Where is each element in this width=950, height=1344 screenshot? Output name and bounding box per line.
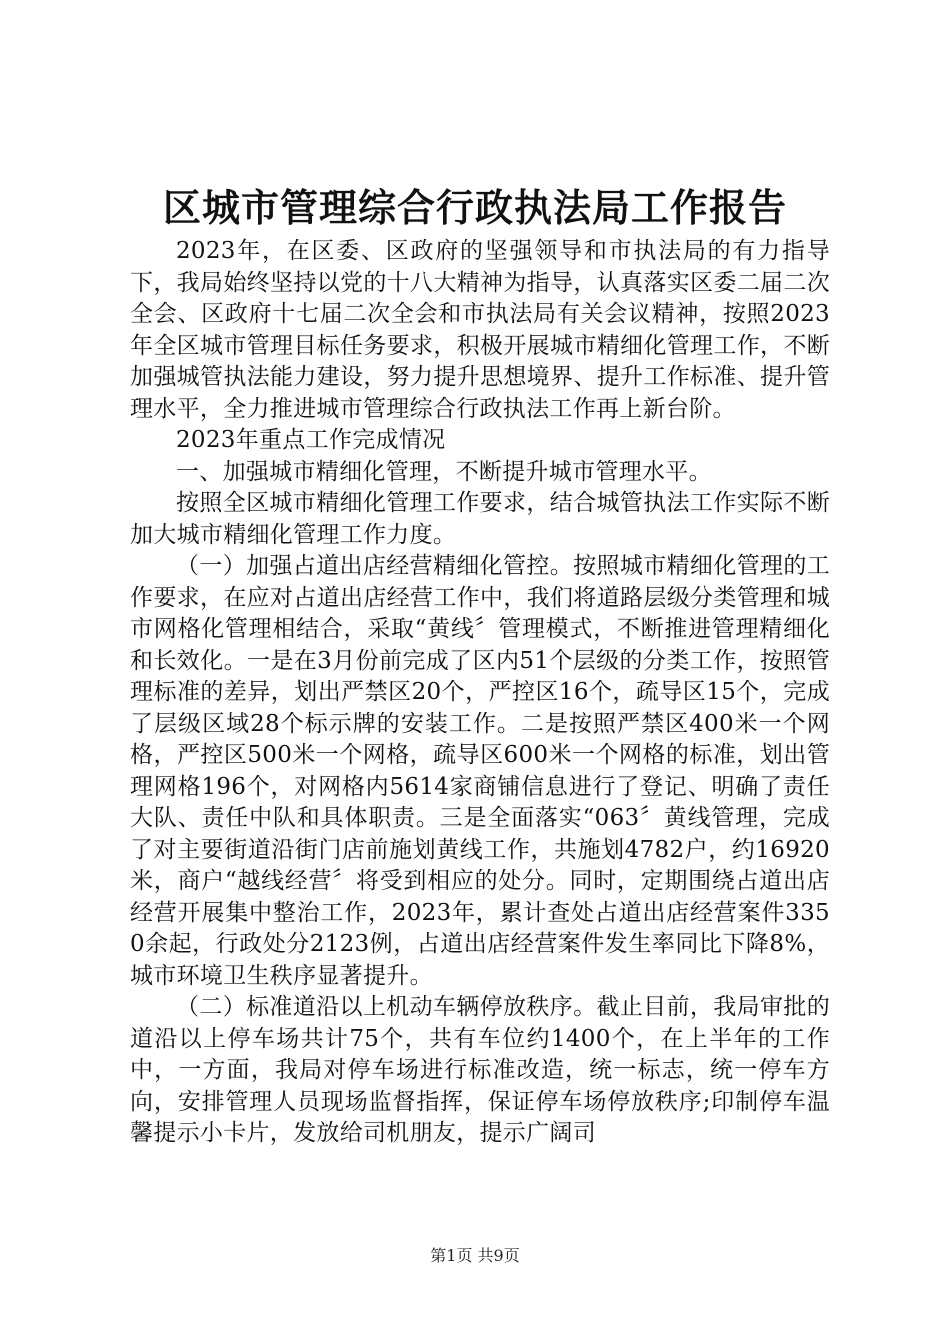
- paragraph-item-two: （二）标准道沿以上机动车辆停放秩序。截止目前，我局审批的道沿以上停车场共计75个，共有车位约1400个，在上半年的工作中，一方面，我局对停车场进行标准改造，统一标志，统一停车方向，安排管理人员现场监督指挥，保证停车场停放秩序;印制停车温馨提示小卡片，发放给司机朋友，提示广阔司: [130, 994, 830, 1146]
- document-title: 区城市管理综合行政执法局工作报告: [162, 185, 787, 230]
- paragraph-heading-one: 一、加强城市精细化管理，不断提升城市管理水平。: [176, 458, 712, 485]
- page-footer: 第1页 共9页: [430, 1246, 520, 1265]
- paragraph-intro: 2023年，在区委、区政府的坚强领导和市执法局的有力指导下，我局始终坚持以党的十八大精神为指导，认真落实区委二届二次全会、区政府十七届二次全会和市执法局有关会议精神，按照2023年全区城市管理目标任务要求，积极开展城市精细化管理工作，不断加强城管执法能力建设，努力提升思想境界、提升工作标准、提升管理水平，全力推进城市管理综合行政执法工作再上新台阶。: [130, 238, 830, 422]
- document-body: [130, 236, 830, 1150]
- paragraph-overview: 按照全区城市精细化管理工作要求，结合城管执法工作实际不断加大城市精细化管理工作力度。: [130, 490, 830, 548]
- paragraph-section-heading: 2023年重点工作完成情况: [176, 427, 446, 453]
- paragraph-item-one: （一）加强占道出店经营精细化管控。按照城市精细化管理的工作要求，在应对占道出店经营工作中，我们将道路层级分类管理和城市网格化管理相结合，采取“黄线〞管理模式，不断推进管理精细化和长效化。一是在3月份前完成了区内51个层级的分类工作，按照管理标准的差异，划出严禁区20个，严控区16个，疏导区15个，完成了层级区域28个标示牌的安装工作。二是按照严禁区400米一个网格，严控区500米一个网格，疏导区600米一个网格的标准，划出管理网格196个，对网格内5614家商铺信息进行了登记、明确了责任大队、责任中队和具体职责。三是全面落实“063〞黄线管理，完成了对主要街道沿街门店前施划黄线工作，共施划4782户，约16920米，商户“越线经营〞将受到相应的处分。同时，定期围绕占道出店经营开展集中整治工作，2023年，累计查处占道出店经营案件3350余起，行政处分2123例，占道出店经营案件发生率同比下降8%，城市环境卫生秩序显著提升。: [130, 553, 830, 989]
